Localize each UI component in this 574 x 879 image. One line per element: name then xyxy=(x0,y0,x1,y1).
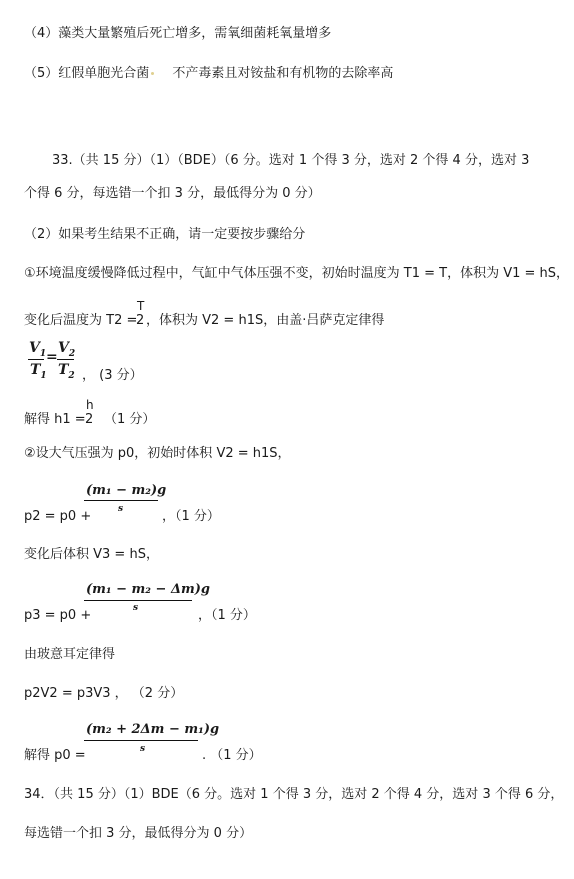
p0-numerator: (m₂ + 2Δm − m₁)g xyxy=(86,722,220,737)
q33-part2-heading: （2）如果考生结果不正确，请一定要按步骤给分 xyxy=(24,227,306,242)
q34-line1: 34．（共 15 分）（1）BDE（6 分。选对 1 个得 3 分，选对 2 个得 4 分，选对 3 个得 6 分， xyxy=(24,787,564,802)
p3-fraction-bar xyxy=(84,600,192,601)
sol1-score: （1 分） xyxy=(104,412,156,427)
v3-text: 变化后体积 V3 = hS， xyxy=(24,547,159,562)
p2-score: ，（1 分） xyxy=(162,509,220,524)
eq1-bar-left xyxy=(28,359,44,360)
p0-pre: 解得 p0 = xyxy=(24,748,86,763)
eq1-den-right: $T_2$ xyxy=(58,362,75,381)
p0-score: . （1 分） xyxy=(202,748,262,763)
p0-fraction-bar xyxy=(84,740,198,741)
p3-numerator: (m₁ − m₂ − Δm)g xyxy=(86,582,211,597)
eq1-equals: = xyxy=(46,349,58,365)
step1b-post: ，体积为 V2 = h1S，由盖·吕萨克定律得 xyxy=(146,313,385,328)
t2-numerator: T xyxy=(137,299,145,313)
p2-fraction-bar xyxy=(84,500,158,501)
step1b-pre: 变化后温度为 T2 = xyxy=(24,313,138,328)
p3-denominator: s xyxy=(133,603,139,613)
t2-denominator: 2 xyxy=(136,313,145,328)
p2-pre: p2 = p0 + xyxy=(24,509,92,524)
eq1-score: ， (3 分） xyxy=(82,368,143,383)
sol1-pre: 解得 h1 = xyxy=(24,412,86,427)
eq1-num-left: $V_1$ xyxy=(29,340,47,359)
answer-5 xyxy=(24,66,393,82)
eq1-den-left: $T_1$ xyxy=(30,362,47,381)
p3-score: ，（1 分） xyxy=(198,608,256,623)
h1-denominator: 2 xyxy=(85,412,94,427)
dot-mark xyxy=(151,72,154,75)
p3-pre: p3 = p0 + xyxy=(24,608,92,623)
p0-denominator: s xyxy=(140,744,146,754)
h1-numerator: h xyxy=(86,398,94,412)
q34-line2: 每选错一个扣 3 分，最低得分为 0 分） xyxy=(24,826,253,841)
answer-5-reason: 不产毒素且对铵盐和有机物的去除率高 xyxy=(172,66,394,81)
p2-numerator: (m₁ − m₂)g xyxy=(86,483,167,498)
answer-5-organism: （5）红假单胞光合菌 xyxy=(24,66,150,81)
boyle-equation: p2V2 = p3V3 ， （2 分） xyxy=(24,686,184,701)
boyle-law-text: 由玻意耳定律得 xyxy=(24,647,116,662)
step1-text: ①环境温度缓慢降低过程中，气缸中气体压强不变，初始时温度为 T1 = T，体积为 V1 = hS， xyxy=(24,266,570,281)
p2-denominator: s xyxy=(118,504,124,514)
step2-text: ②设大气压强为 p0，初始时体积 V2 = h1S， xyxy=(24,446,291,461)
answer-4: （4）藻类大量繁殖后死亡增多，需氧细菌耗氧量增多 xyxy=(24,26,332,41)
eq1-bar-right xyxy=(57,359,74,360)
q33-line1: 33.（共 15 分）（1）（BDE）（6 分。选对 1 个得 3 分，选对 2 个得 4 分，选对 3 xyxy=(52,153,530,168)
eq1-num-right: $V_2$ xyxy=(58,340,76,359)
q33-line2: 个得 6 分，每选错一个扣 3 分，最低得分为 0 分） xyxy=(24,186,321,201)
